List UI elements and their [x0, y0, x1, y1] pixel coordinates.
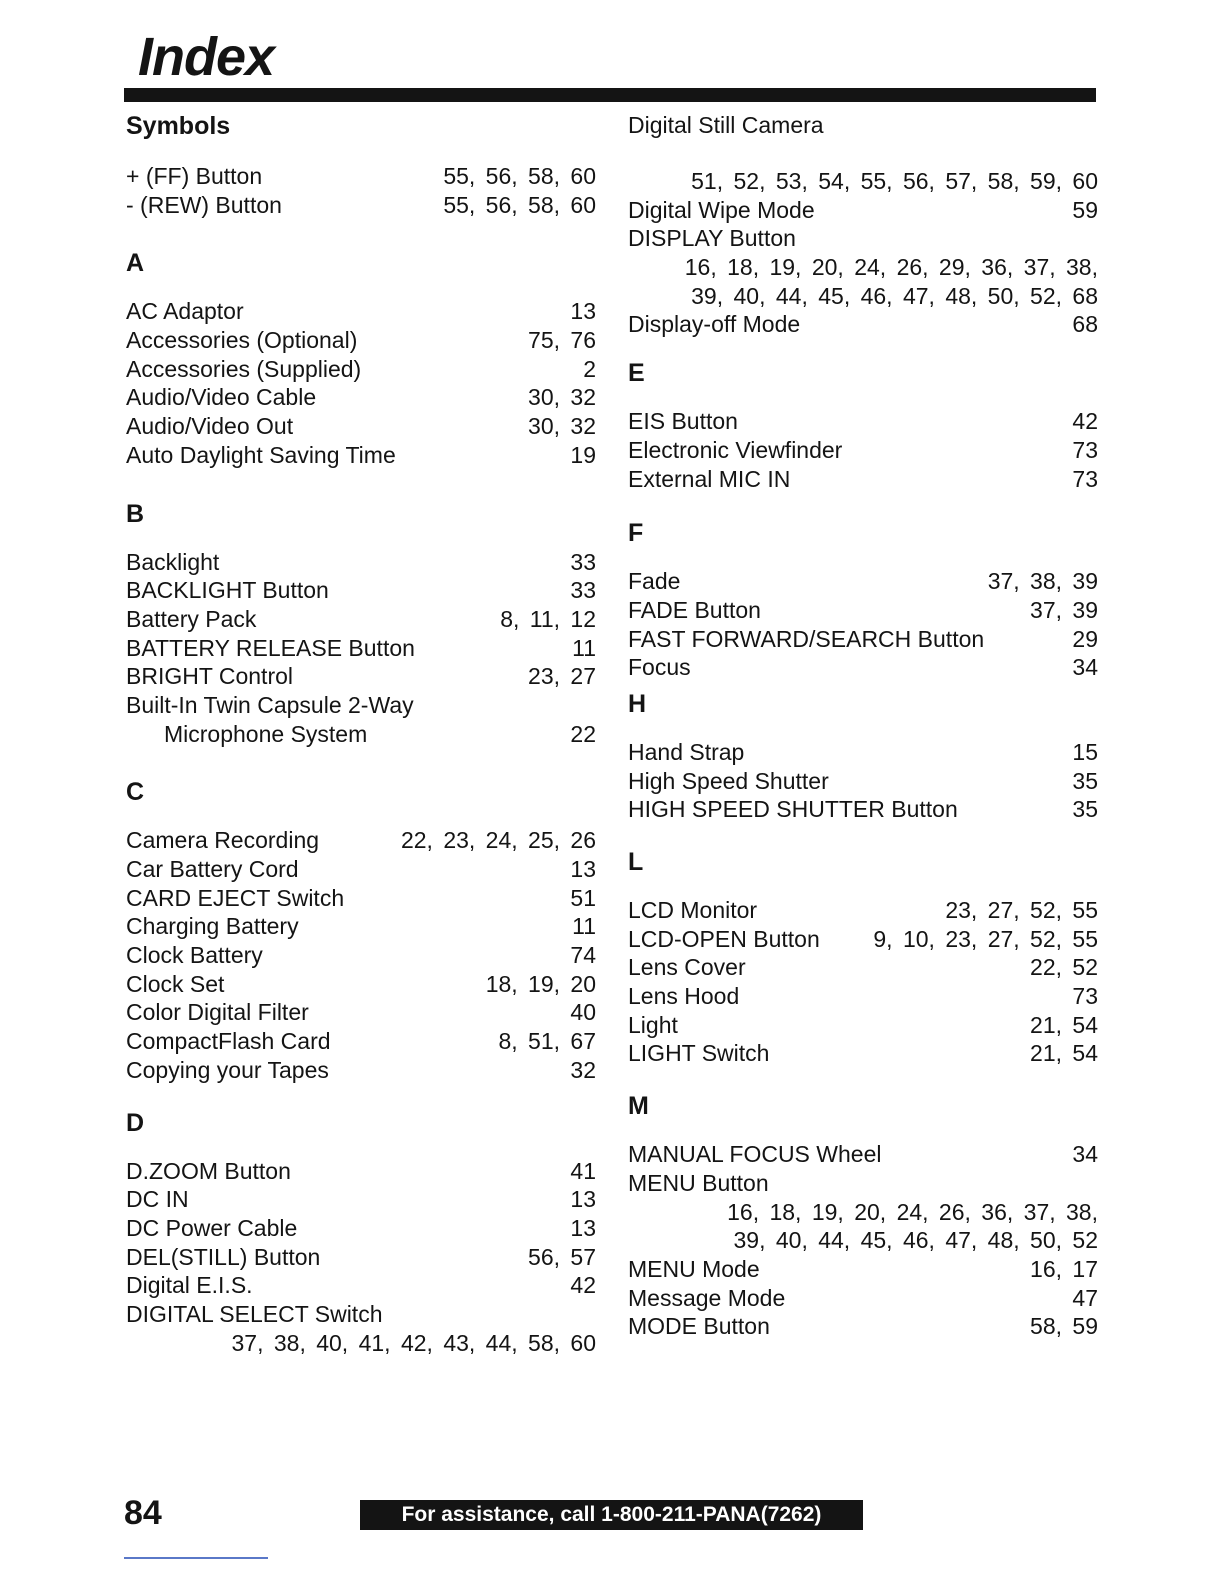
section-heading-symbols: Symbols — [126, 112, 231, 140]
index-entry: Accessories (Supplied) 2 — [126, 355, 596, 382]
index-entry: Message Mode 47 — [628, 1284, 1098, 1311]
page-title: Index — [138, 27, 275, 87]
index-entry: MENU Mode 16, 17 — [628, 1255, 1098, 1282]
section-heading-e: E — [628, 359, 645, 388]
section-heading-h: H — [628, 689, 647, 718]
index-entry: Audio/Video Cable 30, 32 — [126, 384, 596, 411]
index-entry: FAST FORWARD/SEARCH Button 29 — [628, 625, 1098, 652]
index-entry: High Speed Shutter 35 — [628, 767, 1098, 794]
index-entry: Clock Battery 74 — [126, 942, 596, 969]
assistance-banner: For assistance, call 1-800-211-PANA(7262) — [360, 1500, 863, 1530]
index-entry: Digital Wipe Mode 59 — [628, 196, 1098, 223]
index-entry: Copying your Tapes 32 — [126, 1056, 596, 1083]
index-entry: Focus 34 — [628, 654, 1098, 681]
index-entry-pages: 39, 40, 44, 45, 46, 47, 48, 50, 52, 68 — [691, 282, 1098, 309]
index-entry: Fade 37, 38, 39 — [628, 568, 1098, 595]
index-entry: DC Power Cable 13 — [126, 1214, 596, 1241]
index-entry: Light 21, 54 — [628, 1011, 1098, 1038]
index-entry: Camera Recording 22, 23, 24, 25, 26 — [126, 827, 596, 854]
section-heading-m: M — [628, 1092, 649, 1121]
index-entry: LCD-OPEN Button 9, 10, 23, 27, 52, 55 — [628, 925, 1098, 952]
index-entry: BATTERY RELEASE Button 11 — [126, 634, 596, 661]
index-entry: Accessories (Optional) 75, 76 — [126, 327, 596, 354]
index-entry: MANUAL FOCUS Wheel 34 — [628, 1141, 1098, 1168]
index-entry: EIS Button 42 — [628, 408, 1098, 435]
index-entry: Electronic Viewfinder 73 — [628, 436, 1098, 463]
index-entry: Auto Daylight Saving Time 19 — [126, 441, 596, 468]
index-entry: CARD EJECT Switch 51 — [126, 884, 596, 911]
index-column-right — [628, 110, 1098, 1341]
index-entry: Charging Battery 11 — [126, 913, 596, 940]
index-entry-pages: 39, 40, 44, 45, 46, 47, 48, 50, 52 — [733, 1227, 1098, 1254]
index-entry: BRIGHT Control 23, 27 — [126, 663, 596, 690]
index-entry: Clock Set 18, 19, 20 — [126, 970, 596, 997]
section-heading-l: L — [628, 848, 644, 876]
index-entry: AC Adaptor 13 — [126, 298, 596, 325]
index-entry-multiline: Built-In Twin Capsule 2-Way — [126, 691, 414, 718]
index-entry: Backlight 33 — [126, 548, 596, 575]
title-rule — [124, 88, 1096, 102]
section-heading-b: B — [126, 499, 145, 528]
index-entry: HIGH SPEED SHUTTER Button 35 — [628, 796, 1098, 823]
index-entry-multiline: MENU Button — [628, 1169, 769, 1196]
section-heading-c: C — [126, 778, 145, 807]
index-entry-multiline: DIGITAL SELECT Switch — [126, 1300, 383, 1327]
index-entry: Battery Pack 8, 11, 12 — [126, 605, 596, 632]
index-entry: MODE Button 58, 59 — [628, 1313, 1098, 1340]
index-entry: LCD Monitor 23, 27, 52, 55 — [628, 897, 1098, 923]
index-entry: D.ZOOM Button 41 — [126, 1157, 596, 1184]
index-entry: - (REW) Button 55, 56, 58, 60 — [126, 191, 596, 218]
index-entry: FADE Button 37, 39 — [628, 596, 1098, 623]
index-entry-continuation: Microphone System 22 — [164, 720, 596, 747]
index-entry: Audio/Video Out 30, 32 — [126, 413, 596, 440]
section-heading-f: F — [628, 519, 644, 548]
index-entry: DEL(STILL) Button 56, 57 — [126, 1243, 596, 1270]
index-entry: Lens Cover 22, 52 — [628, 954, 1098, 981]
index-entry: LIGHT Switch 21, 54 — [628, 1040, 1098, 1067]
footer-underline — [124, 1557, 268, 1559]
index-column-left — [126, 110, 596, 1357]
index-entry-multiline: Digital Still Camera — [628, 112, 824, 138]
index-entry: Lens Hood 73 — [628, 983, 1098, 1010]
index-entry: + (FF) Button 55, 56, 58, 60 — [126, 163, 596, 189]
index-entry: External MIC IN 73 — [628, 465, 1098, 492]
index-entry: Digital E.I.S. 42 — [126, 1272, 596, 1299]
index-entry-pages: 37, 38, 40, 41, 42, 43, 44, 58, 60 — [231, 1329, 596, 1356]
index-entry: Display-off Mode 68 — [628, 311, 1098, 338]
index-entry: Car Battery Cord 13 — [126, 856, 596, 882]
section-heading-a: A — [126, 249, 145, 278]
index-entry: DC IN 13 — [126, 1186, 596, 1213]
index-entry: Color Digital Filter 40 — [126, 999, 596, 1026]
index-entry: CompactFlash Card 8, 51, 67 — [126, 1028, 596, 1055]
index-entry-pages: 16, 18, 19, 20, 24, 26, 36, 37, 38, — [727, 1198, 1098, 1225]
index-entry-multiline: DISPLAY Button — [628, 225, 796, 252]
page-number: 84 — [124, 1494, 162, 1532]
index-entry: BACKLIGHT Button 33 — [126, 577, 596, 604]
index-entry: Hand Strap 15 — [628, 738, 1098, 765]
index-entry-pages: 51, 52, 53, 54, 55, 56, 57, 58, 59, 60 — [691, 168, 1098, 194]
section-heading-d: D — [126, 1108, 145, 1137]
index-entry-pages: 16, 18, 19, 20, 24, 26, 29, 36, 37, 38, — [684, 254, 1098, 281]
